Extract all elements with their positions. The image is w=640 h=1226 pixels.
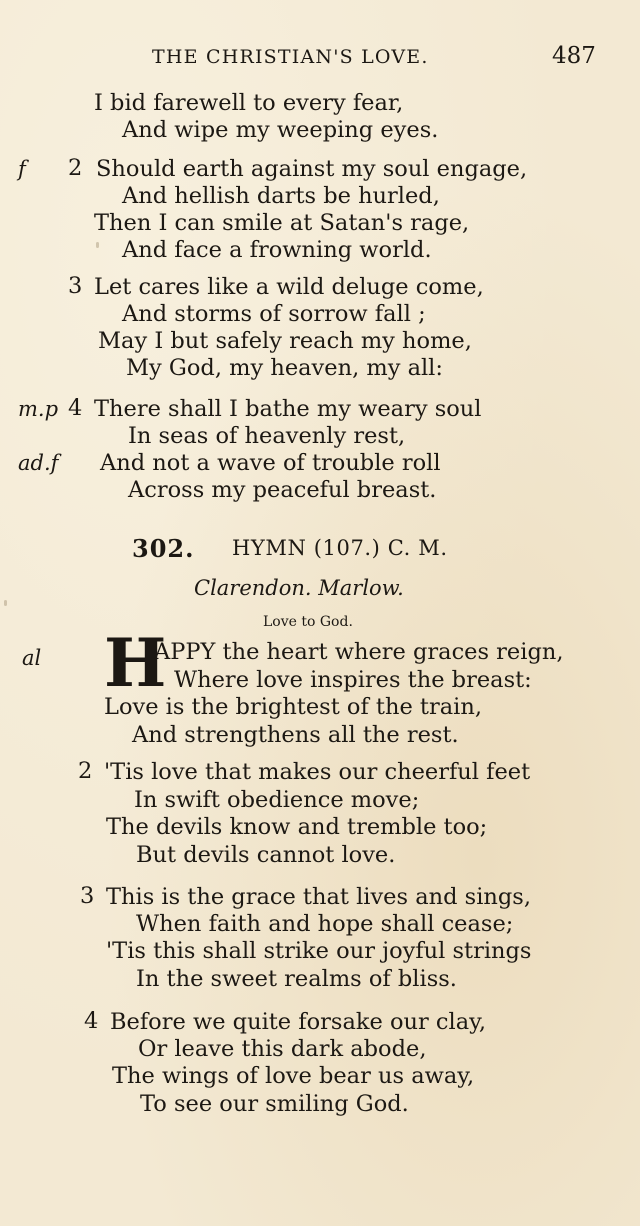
hymn-subject: Love to God. [263,614,353,630]
verse-line: Should earth against my soul engage, [96,156,528,182]
verse-line: And storms of sorrow fall ; [122,301,426,327]
dynamic-mark: f [18,157,26,181]
verse-line: To see our smiling God. [140,1091,409,1117]
verse-line: Let cares like a wild deluge come, [94,274,484,300]
verse-line: Love is the brightest of the train, [104,694,482,720]
dynamic-mark: al [22,646,42,670]
verse-line: 'Tis love that makes our cheerful feet [104,759,531,785]
verse-line: APPY the heart where graces reign, [154,639,564,665]
stanza-number: 2 [78,758,93,784]
hymn-title: HYMN (107.) C. M. [232,536,448,560]
verse-line: Across my peaceful breast. [128,477,437,503]
verse-line: And strengthens all the rest. [132,722,459,748]
stanza-number: 3 [68,273,83,299]
paper-speck [4,600,7,606]
dynamic-mark: m.p [18,397,59,421]
stanza-number: 3 [80,883,95,909]
drop-cap: H [104,624,167,702]
paper-speck [96,242,99,248]
verse-line: In seas of heavenly rest, [128,423,406,449]
stanza-number: 4 [68,395,83,421]
verse-line: 'Tis this shall strike our joyful strings [106,938,532,964]
verse-line: Or leave this dark abode, [138,1036,427,1062]
verse-line: Then I can smile at Satan's rage, [94,210,470,236]
verse-line: And face a frowning world. [122,237,432,263]
verse-line: But devils cannot love. [136,842,396,868]
verse-line: Where love inspires the breast: [174,667,532,693]
verse-line: In the sweet realms of bliss. [136,966,457,992]
verse-line: And wipe my weeping eyes. [122,117,439,143]
dynamic-mark: ad.f [18,451,59,475]
verse-line: The devils know and tremble too; [106,814,488,840]
page-number: 487 [552,43,596,69]
verse-line: My God, my heaven, my all: [126,355,443,381]
verse-line: There shall I bathe my weary soul [94,396,482,422]
running-title: THE CHRISTIAN'S LOVE. [152,46,429,68]
verse-line: Before we quite forsake our clay, [110,1009,486,1035]
verse-line: In swift obedience move; [134,787,420,813]
stanza-number: 2 [68,155,83,181]
verse-line: The wings of love bear us away, [112,1063,475,1089]
verse-line: When faith and hope shall cease; [136,911,514,937]
verse-line: I bid farewell to every fear, [94,90,404,116]
verse-line: And hellish darts be hurled, [122,183,440,209]
tune-names: Clarendon. Marlow. [194,576,404,600]
verse-line: May I but safely reach my home, [98,328,472,354]
verse-line: This is the grace that lives and sings, [106,884,531,910]
stanza-number: 4 [84,1008,99,1034]
verse-line: And not a wave of trouble roll [100,450,441,476]
hymn-number: 302. [132,534,195,563]
